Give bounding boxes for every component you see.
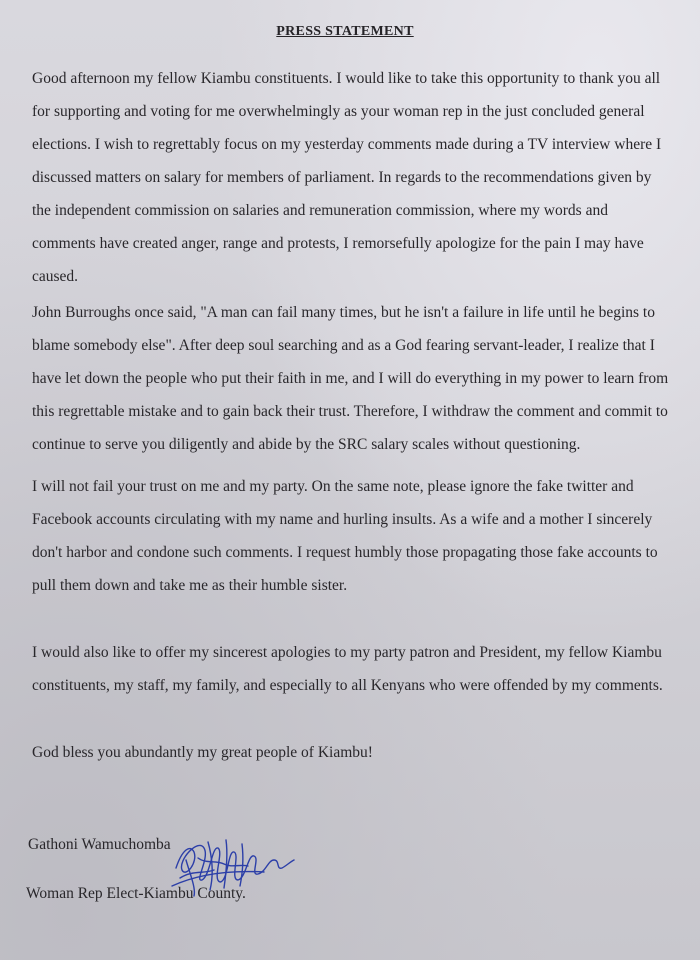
text-line: discussed matters on salary for members of parliament. In regards to the recommendations given by bbox=[32, 169, 652, 186]
text-line: blame somebody else". After deep soul searching and as a God fearing servant-leader, I realize that I bbox=[32, 337, 655, 354]
document-title: PRESS STATEMENT bbox=[276, 24, 414, 39]
text-line: have let down the people who put their faith in me, and I will do everything in my power to learn from bbox=[32, 370, 669, 387]
text-line: the independent commission on salaries and remuneration commission, where my words and bbox=[32, 202, 608, 219]
text-line: constituents, my staff, my family, and especially to all Kenyans who were offended by my comments. bbox=[32, 677, 663, 694]
text-line: Facebook accounts circulating with my name and hurling insults. As a wife and a mother I sincerely bbox=[32, 511, 653, 528]
paragraph-apologies bbox=[32, 636, 696, 702]
text-line: pull them down and take me as their humble sister. bbox=[32, 577, 348, 594]
paragraph-quote bbox=[32, 296, 696, 461]
text-line: continue to serve you diligently and abide by the SRC salary scales without questioning. bbox=[32, 436, 581, 453]
text-line: God bless you abundantly my great people of Kiambu! bbox=[32, 744, 373, 761]
paragraph-fake-accounts bbox=[32, 470, 696, 602]
text-line: Good afternoon my fellow Kiambu constituents. I would like to take this opportunity to thank you all bbox=[32, 70, 661, 87]
text-line: this regrettable mistake and to gain back their trust. Therefore, I withdraw the comment and commit to bbox=[32, 403, 668, 420]
text-line: I will not fail your trust on me and my party. On the same note, please ignore the fake twitter and bbox=[32, 478, 634, 495]
text-line: elections. I wish to regrettably focus on my yesterday comments made during a TV interview where I bbox=[32, 136, 662, 153]
signatory-name: Gathoni Wamuchomba bbox=[28, 836, 171, 853]
text-line: for supporting and voting for me overwhelmingly as your woman rep in the just concluded general bbox=[32, 103, 645, 120]
signatory-title: Woman Rep Elect-Kiambu County. bbox=[26, 885, 246, 902]
paragraph-blessing bbox=[32, 736, 696, 769]
text-line: I would also like to offer my sincerest apologies to my party patron and President, my fellow Kiambu bbox=[32, 644, 662, 661]
text-line: John Burroughs once said, "A man can fail many times, but he isn't a failure in life until he begins to bbox=[32, 304, 655, 321]
text-line: don't harbor and condone such comments. I request humbly those propagating those fake accounts to bbox=[32, 544, 658, 561]
text-line: comments have created anger, range and protests, I remorsefully apologize for the pain I may have bbox=[32, 235, 644, 252]
paragraph-thanks bbox=[32, 62, 696, 293]
text-line: caused. bbox=[32, 268, 79, 285]
